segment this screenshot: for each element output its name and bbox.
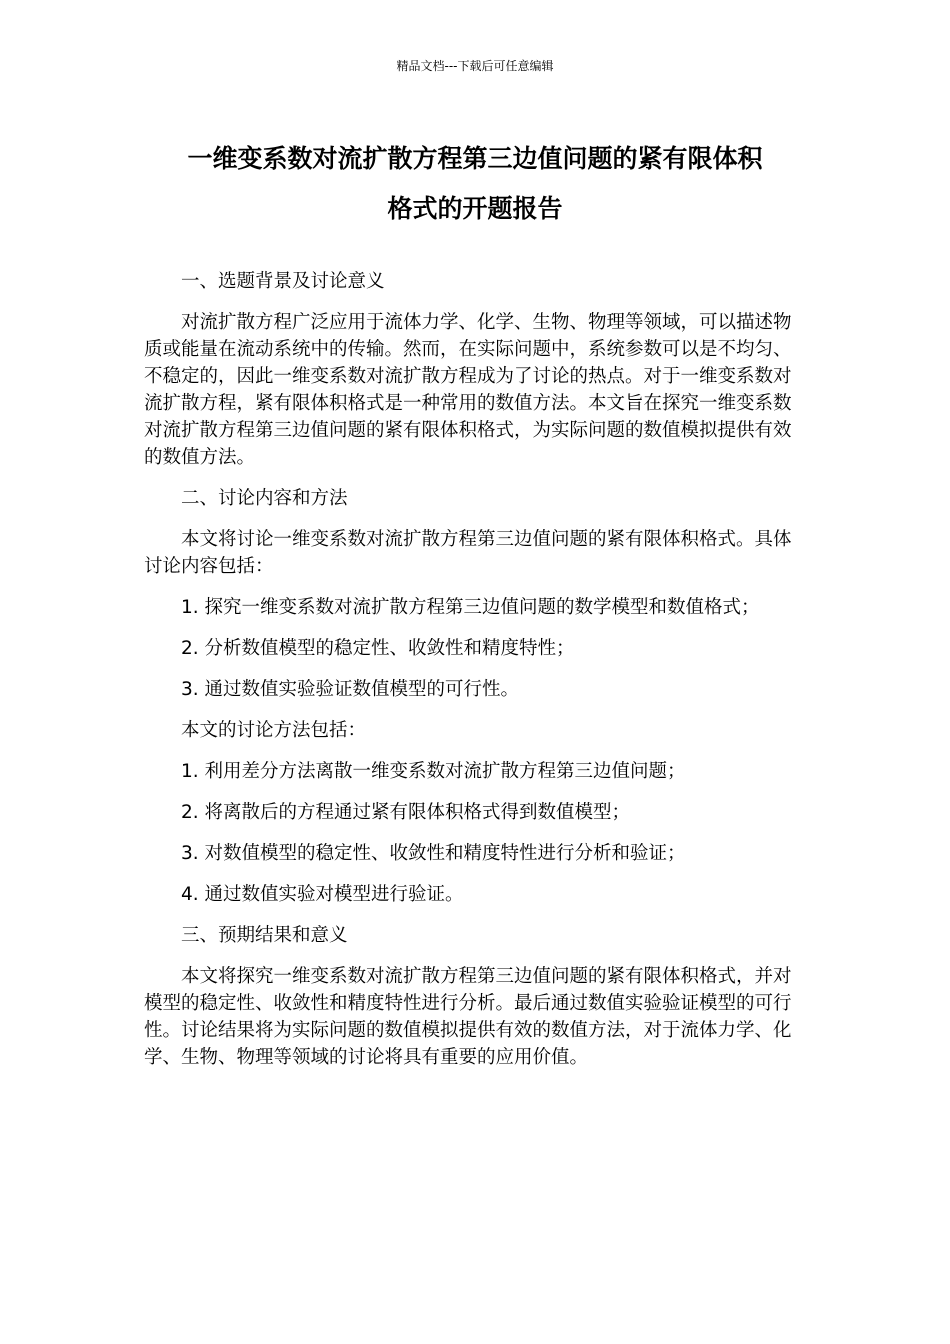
document-body <box>144 268 799 1085</box>
section-1-heading: 一、选题背景及讨论意义 <box>181 271 385 292</box>
title-line-2: 格式的开题报告 <box>387 194 563 223</box>
page-header: 精品文档---下载后可任意编辑 <box>396 59 554 73</box>
content-item: 1. 探究一维变系数对流扩散方程第三边值问题的数学模型和数值格式； <box>181 597 760 618</box>
section-3-paragraph: 本文将探究一维变系数对流扩散方程第三边值问题的紧有限体积格式，并对模型的稳定性、收敛性和精度特性进行分析。最后通过数值实验验证模型的可行性。讨论结果将为实际问题的数值模拟提供有效的数值方法，对于流体力学、化学、生物、物理等领域的讨论将具有重要的应用价值。 <box>144 966 792 1068</box>
section-1-paragraph: 对流扩散方程广泛应用于流体力学、化学、生物、物理等领域，可以描述物质或能量在流动系统中的传输。然而，在实际问题中，系统参数可以是不均匀、不稳定的，因此一维变系数对流扩散方程成为了讨论的热点。对于一维变系数对流扩散方程，紧有限体积格式是一种常用的数值方法。本文旨在探究一维变系数对流扩散方程第三边值问题的紧有限体积格式，为实际问题的数值模拟提供有效的数值方法。 <box>144 312 792 468</box>
content-item: 2. 分析数值模型的稳定性、收敛性和精度特性； <box>181 638 575 659</box>
method-item: 2. 将离散后的方程通过紧有限体积格式得到数值模型； <box>181 802 631 823</box>
methods-intro: 本文的讨论方法包括： <box>181 720 367 741</box>
section-3-heading: 三、预期结果和意义 <box>181 925 348 946</box>
method-item: 1. 利用差分方法离散一维变系数对流扩散方程第三边值问题； <box>181 761 686 782</box>
section-2-heading: 二、讨论内容和方法 <box>181 488 348 509</box>
section-2-intro: 本文将讨论一维变系数对流扩散方程第三边值问题的紧有限体积格式。具体讨论内容包括： <box>144 529 792 577</box>
method-item: 4. 通过数值实验对模型进行验证。 <box>181 884 464 905</box>
content-item: 3. 通过数值实验验证数值模型的可行性。 <box>181 679 520 700</box>
document-title <box>130 134 820 234</box>
method-item: 3. 对数值模型的稳定性、收敛性和精度特性进行分析和验证； <box>181 843 686 864</box>
title-line-1: 一维变系数对流扩散方程第三边值问题的紧有限体积 <box>187 144 763 173</box>
